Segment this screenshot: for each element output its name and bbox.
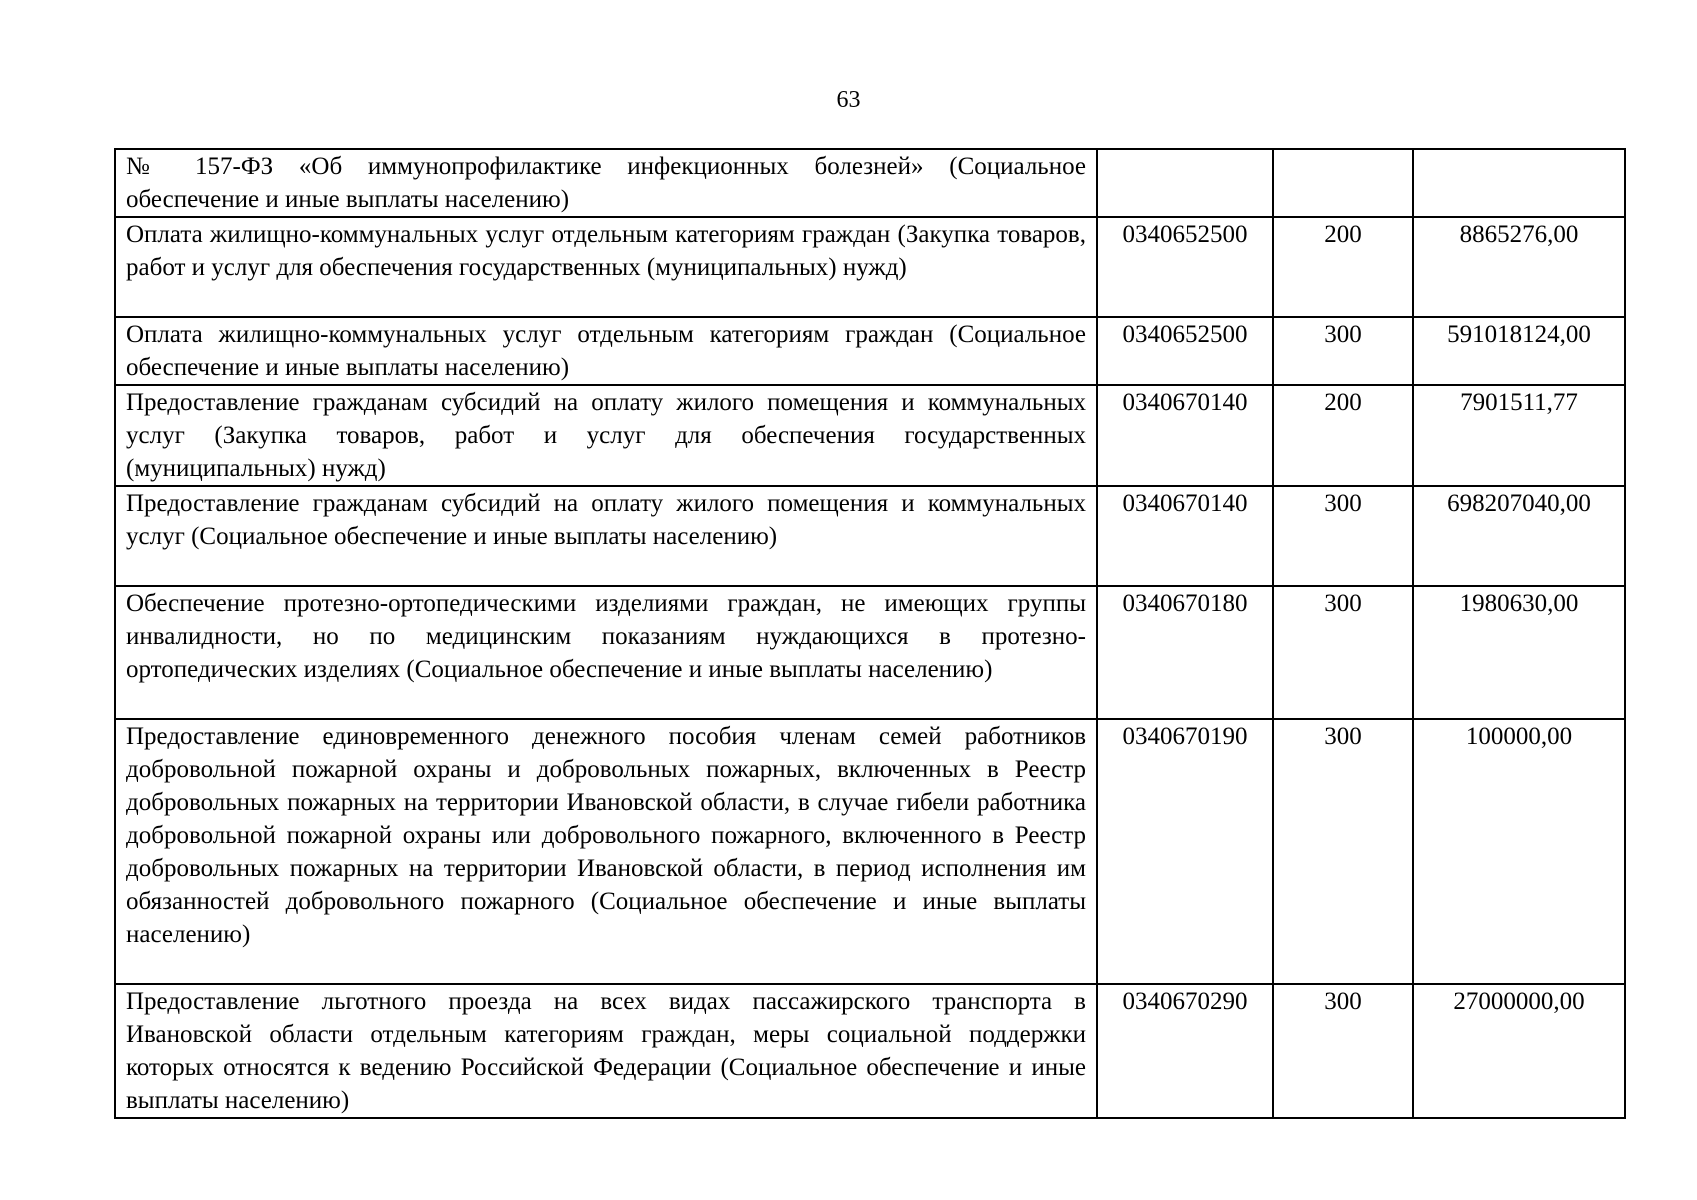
expense-type-cell <box>1273 149 1413 217</box>
target-code-cell: 0340670290 <box>1097 984 1273 1118</box>
amount-cell <box>1413 149 1625 217</box>
table-row <box>115 486 1625 586</box>
budget-table <box>114 148 1626 1119</box>
target-code-cell <box>1097 149 1273 217</box>
description-cell: Предоставление единовременного денежного пособия членам семей работников добровольной пожарной охраны и добровольных пожарных, включенных в Реестр добровольных пожарных на территории Ивановской области, в случае гибели работника добровольной пожарной охраны или добровольного пожарного, включенного в Реестр добровольных пожарных на территории Ивановской области, в период исполнения им обязанностей добровольного пожарного (Социальное обеспечение и иные выплаты населению) <box>115 719 1097 984</box>
expense-type-cell: 200 <box>1273 385 1413 486</box>
amount-cell: 27000000,00 <box>1413 984 1625 1118</box>
description-cell: Предоставление гражданам субсидий на оплату жилого помещения и коммунальных услуг (Закупка товаров, работ и услуг для обеспечения государственных (муниципальных) нужд) <box>115 385 1097 486</box>
expense-type-cell: 300 <box>1273 719 1413 984</box>
expense-type-cell: 300 <box>1273 586 1413 719</box>
target-code-cell: 0340652500 <box>1097 317 1273 385</box>
amount-cell: 8865276,00 <box>1413 217 1625 317</box>
expense-type-cell: 300 <box>1273 486 1413 586</box>
description-cell: Предоставление льготного проезда на всех видах пассажирского транспорта в Ивановской области отдельным категориям граждан, меры социальной поддержки которых относятся к ведению Российской Федерации (Социальное обеспечение и иные выплаты населению) <box>115 984 1097 1118</box>
table-row <box>115 719 1625 984</box>
target-code-cell: 0340670180 <box>1097 586 1273 719</box>
target-code-cell: 0340670190 <box>1097 719 1273 984</box>
description-cell: Оплата жилищно-коммунальных услуг отдельным категориям граждан (Закупка товаров, работ и услуг для обеспечения государственных (муниципальных) нужд) <box>115 217 1097 317</box>
description-cell: № 157-ФЗ «Об иммунопрофилактике инфекционных болезней» (Социальное обеспечение и иные выплаты населению) <box>115 149 1097 217</box>
table-row <box>115 217 1625 317</box>
table-row <box>115 586 1625 719</box>
target-code-cell: 0340670140 <box>1097 486 1273 586</box>
table-row <box>115 385 1625 486</box>
table-row <box>115 317 1625 385</box>
description-cell: Обеспечение протезно-ортопедическими изделиями граждан, не имеющих группы инвалидности, но по медицинским показаниям нуждающихся в протезно-ортопедических изделиях (Социальное обеспечение и иные выплаты населению) <box>115 586 1097 719</box>
amount-cell: 100000,00 <box>1413 719 1625 984</box>
amount-cell: 591018124,00 <box>1413 317 1625 385</box>
expense-type-cell: 300 <box>1273 317 1413 385</box>
expense-type-cell: 200 <box>1273 217 1413 317</box>
amount-cell: 7901511,77 <box>1413 385 1625 486</box>
target-code-cell: 0340652500 <box>1097 217 1273 317</box>
description-cell: Оплата жилищно-коммунальных услуг отдельным категориям граждан (Социальное обеспечение и иные выплаты населению) <box>115 317 1097 385</box>
page-number: 63 <box>836 87 861 113</box>
target-code-cell: 0340670140 <box>1097 385 1273 486</box>
expense-type-cell: 300 <box>1273 984 1413 1118</box>
table-row <box>115 149 1625 217</box>
amount-cell: 1980630,00 <box>1413 586 1625 719</box>
table-row <box>115 984 1625 1118</box>
description-cell: Предоставление гражданам субсидий на оплату жилого помещения и коммунальных услуг (Социальное обеспечение и иные выплаты населению) <box>115 486 1097 586</box>
amount-cell: 698207040,00 <box>1413 486 1625 586</box>
